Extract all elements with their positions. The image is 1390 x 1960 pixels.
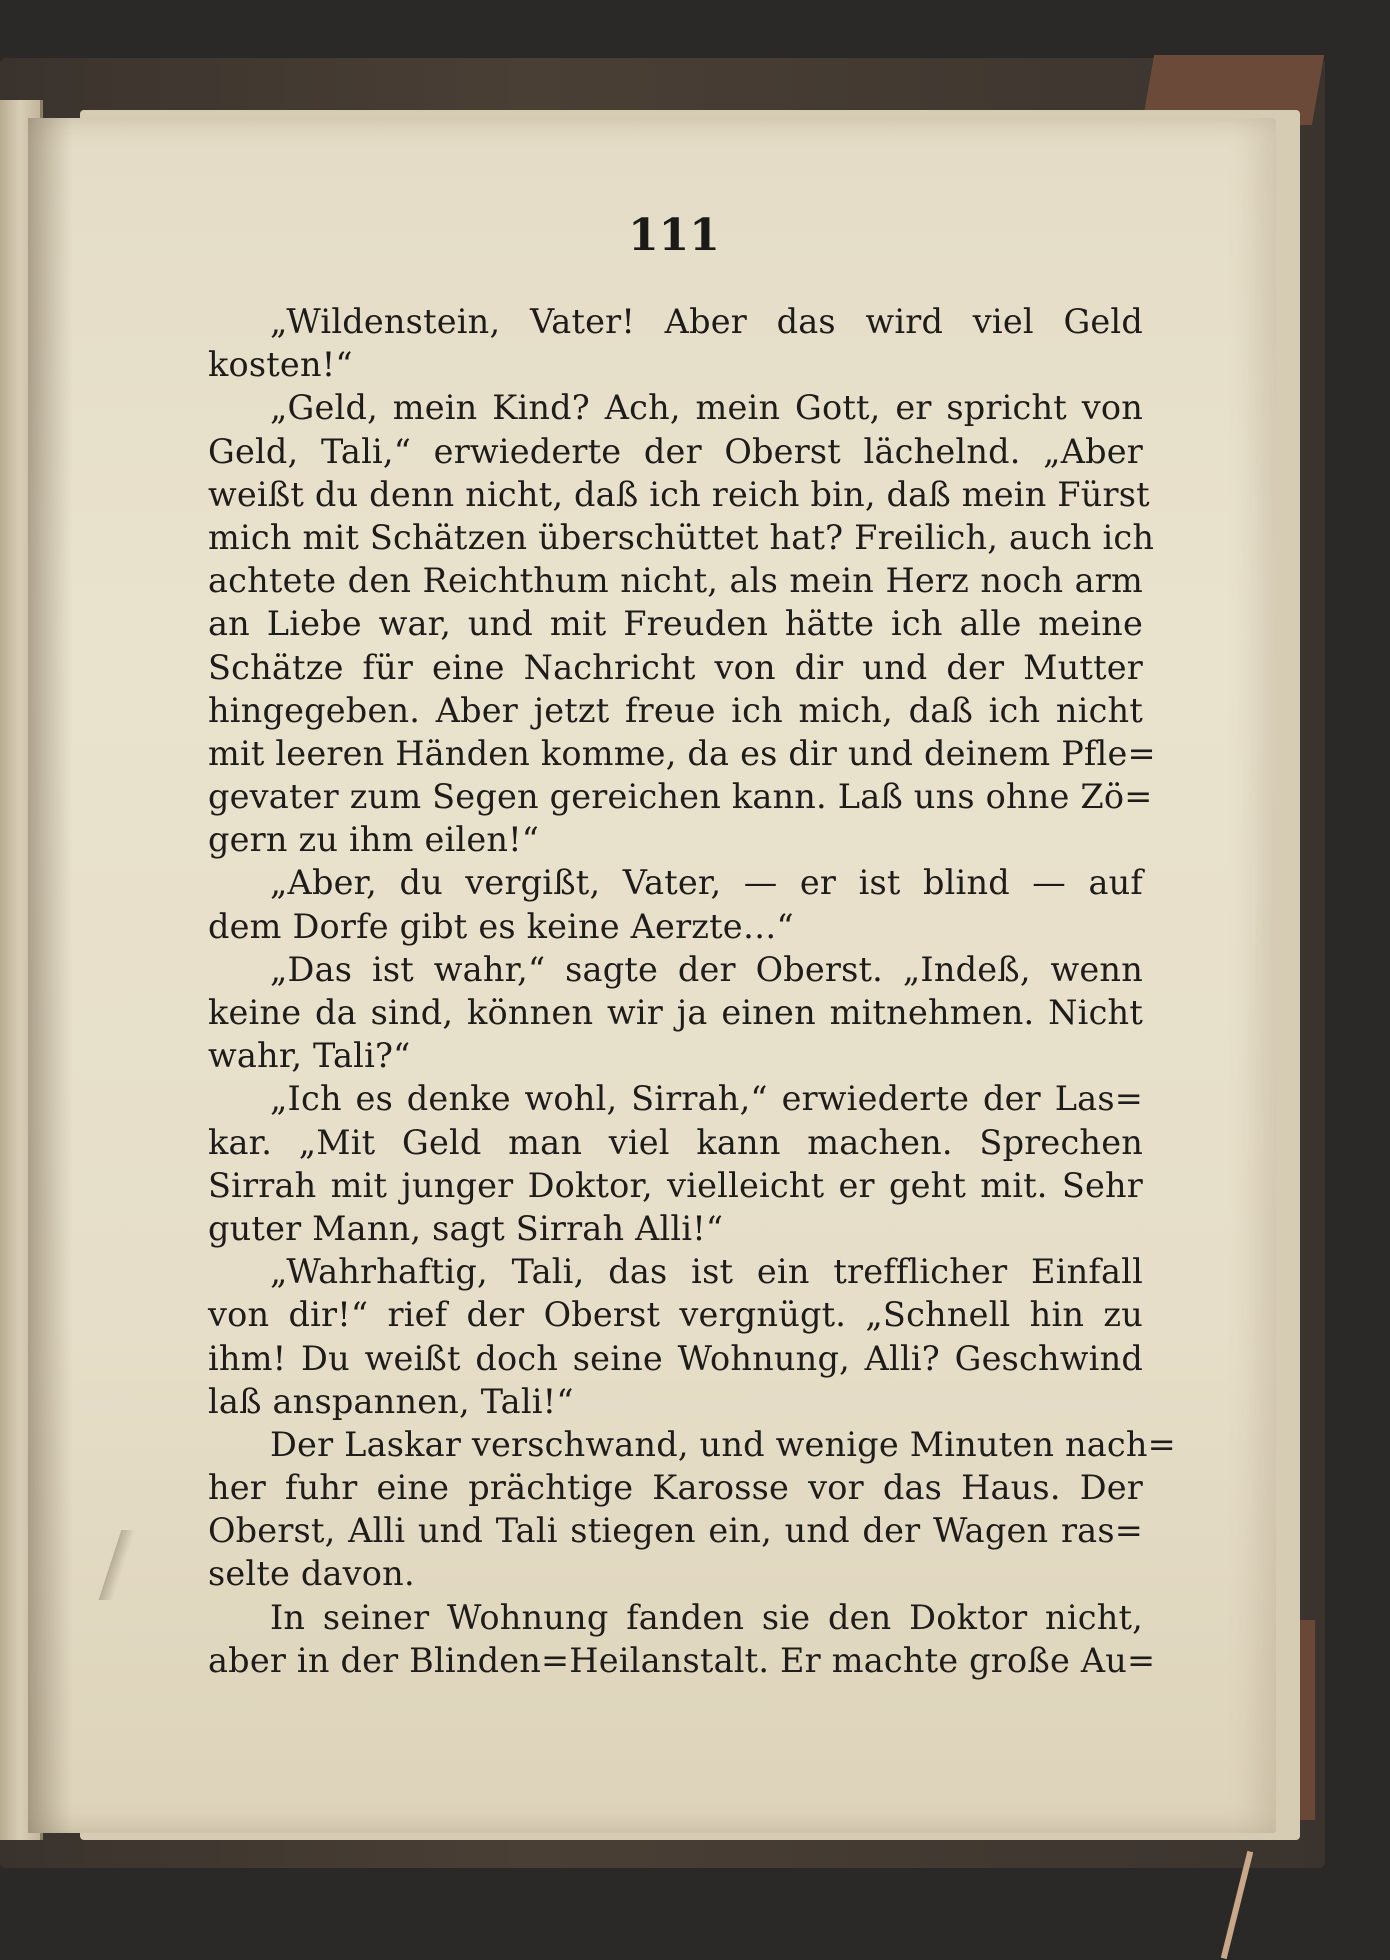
spine-shadow (28, 118, 73, 1833)
text-line: mit leeren Händen komme, da es dir und deinem Pfle= (208, 733, 1156, 773)
text-line: hingegeben. Aber jetzt freue ich mich, daß ich nicht (208, 690, 1143, 730)
text-line: achtete den Reichthum nicht, als mein Herz noch arm (208, 561, 1143, 601)
text-line: gern zu ihm eilen!“ (208, 820, 540, 860)
text-line: keine da sind, können wir ja einen mitnehmen. Nicht (208, 993, 1143, 1032)
text-line: guter Mann, sagt Sirrah Alli!“ (208, 1208, 724, 1248)
text-line: von dir!“ rief der Oberst vergnügt. „Schnell hin zu (208, 1295, 1143, 1335)
text-line: kar. „Mit Geld man viel kann machen. Sprechen (208, 1122, 1143, 1162)
page-text (208, 300, 1176, 1682)
text-line: Oberst, Alli und Tali stiegen ein, und der Wagen ras= (208, 1511, 1143, 1551)
text-line: selte davon. (208, 1554, 415, 1594)
text-line: her fuhr eine prächtige Karosse vor das Haus. Der (208, 1468, 1143, 1508)
text-line: wahr, Tali?“ (208, 1036, 411, 1076)
text-line: laß anspannen, Tali!“ (208, 1381, 574, 1421)
text-line: gevater zum Segen gereichen kann. Laß uns ohne Zö= (208, 777, 1153, 817)
text-line: Geld, Tali,“ erwiederte der Oberst lächelnd. „Aber (208, 431, 1143, 471)
text-line: aber in der Blinden=Heilanstalt. Er machte große Au= (208, 1640, 1156, 1680)
text-line: „Wahrhaftig, Tali, das ist ein trefflicher Einfall (270, 1252, 1143, 1292)
text-line: weißt du denn nicht, daß ich reich bin, daß mein Fürst (208, 474, 1150, 514)
text-line: mich mit Schätzen überschüttet hat? Freilich, auch ich (208, 517, 1155, 557)
text-line: Schätze für eine Nachricht von dir und der Mutter (208, 647, 1143, 687)
text-line: „Wildenstein, Vater! Aber das wird viel Geld (270, 302, 1143, 341)
text-line: „Das ist wahr,“ sagte der Oberst. „Indeß, wenn (270, 949, 1143, 989)
page-number: 111 (628, 210, 720, 261)
text-line: kosten!“ (208, 345, 353, 385)
text-line: Der Laskar verschwand, und wenige Minuten nach= (270, 1424, 1176, 1464)
text-line: ihm! Du weißt doch seine Wohnung, Alli? Geschwind (208, 1338, 1143, 1378)
text-line: „Geld, mein Kind? Ach, mein Gott, er spricht von (270, 388, 1143, 428)
text-line: In seiner Wohnung fanden sie den Doktor nicht, (270, 1597, 1143, 1637)
text-line: an Liebe war, und mit Freuden hätte ich alle meine (208, 604, 1143, 644)
text-line: dem Dorfe gibt es keine Aerzte…“ (208, 906, 794, 946)
text-line: Sirrah mit junger Doktor, vielleicht er geht mit. Sehr (208, 1165, 1143, 1205)
text-line: „Aber, du vergißt, Vater, — er ist blind — auf (270, 863, 1143, 903)
text-line: „Ich es denke wohl, Sirrah,“ erwiederte der Las= (270, 1079, 1143, 1119)
